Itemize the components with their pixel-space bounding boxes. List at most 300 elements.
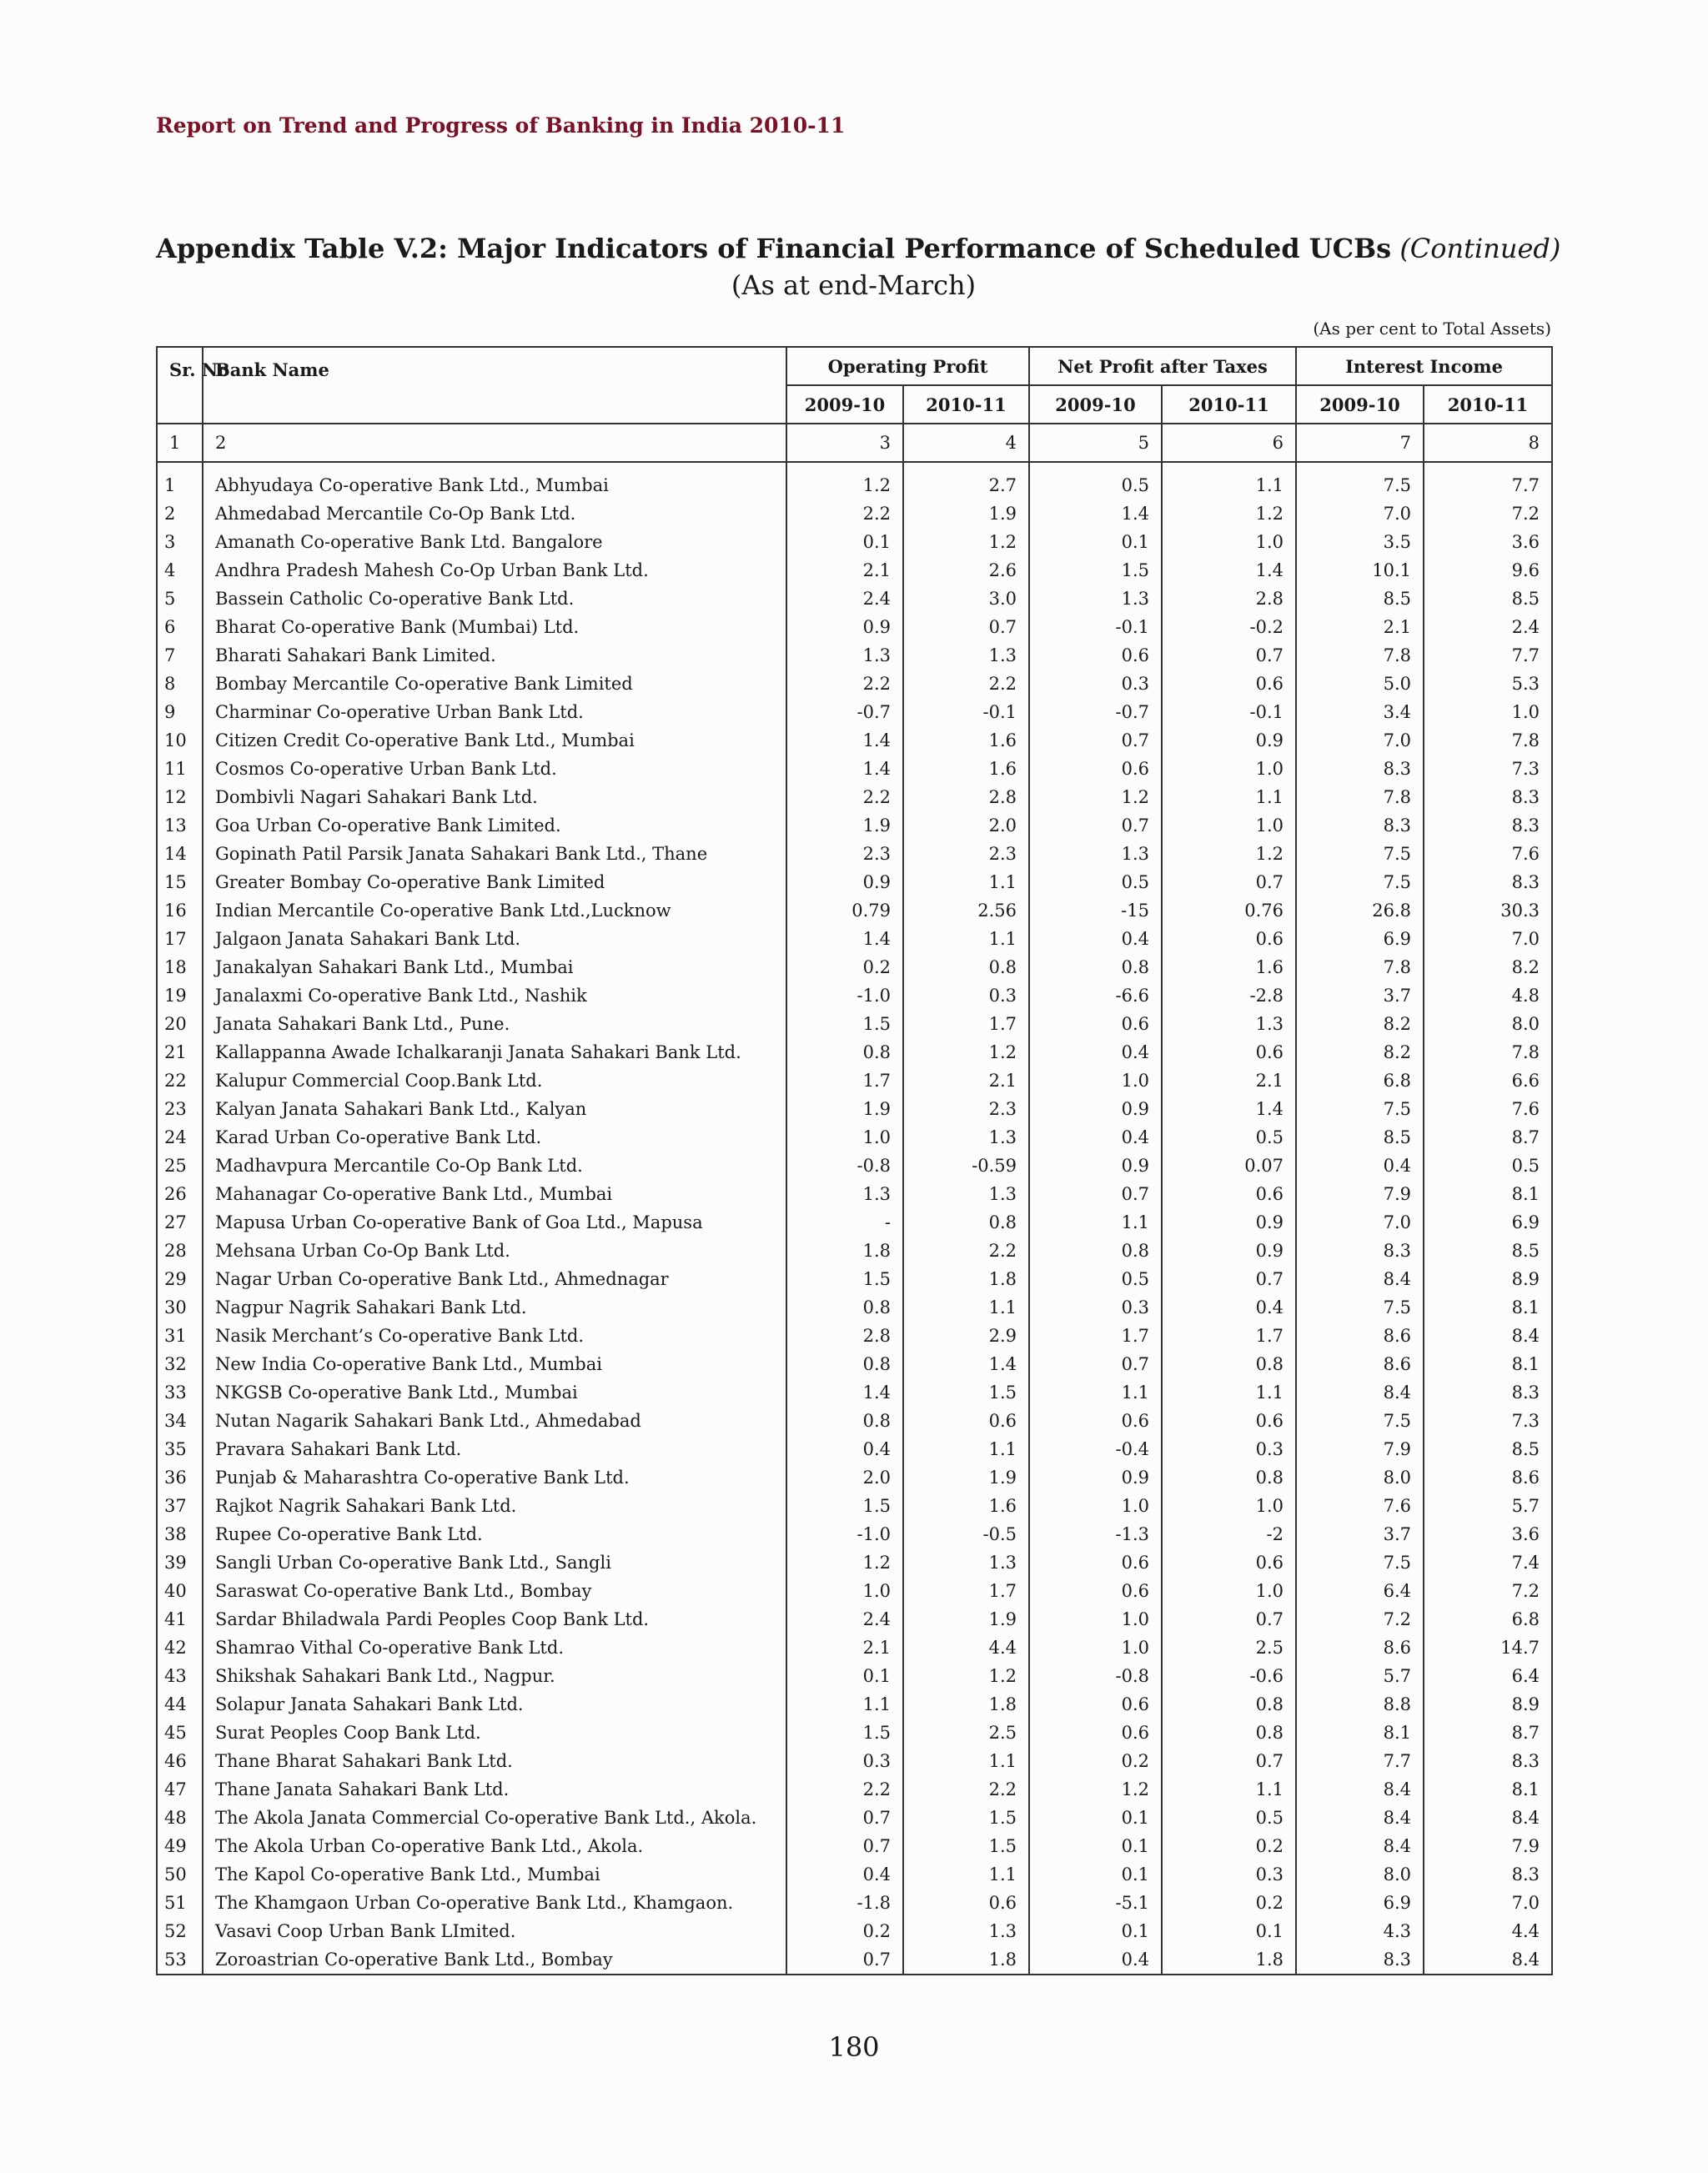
column-index: 2: [203, 424, 786, 462]
interest-income-2010-11-cell: 7.8: [1424, 1038, 1552, 1066]
table-row: [157, 1208, 1552, 1237]
op-profit-2010-11-cell: 4.4: [903, 1634, 1029, 1662]
op-profit-2009-10-cell: 0.9: [786, 868, 903, 896]
op-profit-2010-11-cell: 1.1: [903, 925, 1029, 953]
interest-income-2009-10-cell: 8.0: [1296, 1860, 1424, 1889]
interest-income-2010-11-cell: 8.6: [1424, 1463, 1552, 1492]
interest-income-2009-10-cell: 0.4: [1296, 1152, 1424, 1180]
op-profit-2009-10-cell: 0.1: [786, 1662, 903, 1690]
interest-income-2009-10-cell: 7.8: [1296, 783, 1424, 811]
net-profit-2009-10-cell: 0.7: [1029, 726, 1162, 755]
net-profit-2010-11-cell: 0.6: [1162, 1038, 1296, 1066]
bank-name-cell: Cosmos Co-operative Urban Bank Ltd.: [203, 755, 786, 783]
sr-no-cell: 51: [157, 1889, 203, 1917]
bank-name-cell: Nagpur Nagrik Sahakari Bank Ltd.: [203, 1293, 786, 1322]
bank-name-cell: Mehsana Urban Co-Op Bank Ltd.: [203, 1237, 786, 1265]
sr-no-cell: 21: [157, 1038, 203, 1066]
table-body: [157, 424, 1552, 1975]
net-profit-2009-10-cell: 0.6: [1029, 755, 1162, 783]
table-row: [157, 1038, 1552, 1066]
bank-name-cell: Sardar Bhiladwala Pardi Peoples Coop Bank Ltd.: [203, 1605, 786, 1634]
interest-income-2010-11-cell: 8.2: [1424, 953, 1552, 981]
sr-no-cell: 48: [157, 1804, 203, 1832]
bank-name-cell: Zoroastrian Co-operative Bank Ltd., Bombay: [203, 1945, 786, 1975]
op-profit-2009-10-cell: 1.5: [786, 1265, 903, 1293]
sr-no-cell: 44: [157, 1690, 203, 1719]
interest-income-2010-11-cell: 8.5: [1424, 1237, 1552, 1265]
interest-income-2009-10-cell: 8.5: [1296, 585, 1424, 613]
bank-name-cell: Rajkot Nagrik Sahakari Bank Ltd.: [203, 1492, 786, 1520]
interest-income-2009-10-cell: 7.5: [1296, 1407, 1424, 1435]
interest-income-2009-10-cell: 3.4: [1296, 698, 1424, 726]
net-profit-2010-11-cell: 1.1: [1162, 471, 1296, 499]
table-row: [157, 698, 1552, 726]
table-row: [157, 726, 1552, 755]
bank-name-cell: Gopinath Patil Parsik Janata Sahakari Bank Ltd., Thane: [203, 840, 786, 868]
table-row: [157, 840, 1552, 868]
net-profit-2010-11-cell: 0.76: [1162, 896, 1296, 925]
net-profit-2009-10-cell: 0.8: [1029, 1237, 1162, 1265]
op-profit-2009-10-cell: 0.8: [786, 1407, 903, 1435]
op-profit-2010-11-cell: 3.0: [903, 585, 1029, 613]
interest-income-2010-11-cell: 6.4: [1424, 1662, 1552, 1690]
op-profit-2010-11-cell: 0.8: [903, 1208, 1029, 1237]
bank-name-cell: Amanath Co-operative Bank Ltd. Bangalore: [203, 528, 786, 556]
interest-income-2009-10-cell: 8.3: [1296, 1945, 1424, 1975]
bank-name-cell: New India Co-operative Bank Ltd., Mumbai: [203, 1350, 786, 1378]
net-profit-2009-10-cell: -1.3: [1029, 1520, 1162, 1548]
interest-income-2010-11-cell: 8.3: [1424, 868, 1552, 896]
interest-income-2010-11-cell: 4.8: [1424, 981, 1552, 1010]
op-profit-2010-11-cell: 1.4: [903, 1350, 1029, 1378]
sr-no-cell: 46: [157, 1747, 203, 1775]
sr-no-cell: 24: [157, 1123, 203, 1152]
sr-no-cell: 10: [157, 726, 203, 755]
op-profit-2009-10-cell: 2.4: [786, 1605, 903, 1634]
net-profit-2009-10-cell: 1.1: [1029, 1208, 1162, 1237]
net-profit-2010-11-cell: 0.7: [1162, 1605, 1296, 1634]
interest-income-2010-11-cell: 8.7: [1424, 1123, 1552, 1152]
interest-income-2009-10-cell: 7.2: [1296, 1605, 1424, 1634]
sr-no-cell: 20: [157, 1010, 203, 1038]
table-row: [157, 1350, 1552, 1378]
net-profit-2010-11-cell: 0.1: [1162, 1917, 1296, 1945]
table-row: [157, 1662, 1552, 1690]
interest-income-2010-11-cell: 5.3: [1424, 670, 1552, 698]
sr-no-cell: 15: [157, 868, 203, 896]
table-row: [157, 1719, 1552, 1747]
interest-income-2009-10-cell: 6.9: [1296, 1889, 1424, 1917]
interest-income-2009-10-cell: 3.5: [1296, 528, 1424, 556]
op-profit-2009-10-cell: -0.7: [786, 698, 903, 726]
op-profit-2010-11-cell: 1.1: [903, 1860, 1029, 1889]
net-profit-2009-10-cell: 0.5: [1029, 868, 1162, 896]
sr-no-cell: 35: [157, 1435, 203, 1463]
sr-no-cell: 22: [157, 1066, 203, 1095]
net-profit-2009-10-cell: 0.9: [1029, 1152, 1162, 1180]
net-profit-2009-10-cell: -0.7: [1029, 698, 1162, 726]
op-profit-2010-11-cell: 1.5: [903, 1832, 1029, 1860]
interest-income-2009-10-cell: 6.4: [1296, 1577, 1424, 1605]
op-profit-2009-10-cell: 0.7: [786, 1832, 903, 1860]
table-row: [157, 613, 1552, 641]
op-profit-2010-11-cell: -0.5: [903, 1520, 1029, 1548]
net-profit-2009-10-cell: 0.6: [1029, 1010, 1162, 1038]
net-profit-2010-11-cell: 0.2: [1162, 1889, 1296, 1917]
interest-income-2009-10-cell: 8.4: [1296, 1265, 1424, 1293]
op-profit-2010-11-cell: 1.7: [903, 1577, 1029, 1605]
net-profit-2009-10-cell: 1.0: [1029, 1634, 1162, 1662]
net-profit-2009-10-cell: 0.1: [1029, 1917, 1162, 1945]
net-profit-2009-10-cell: 1.3: [1029, 585, 1162, 613]
table-row: [157, 1463, 1552, 1492]
interest-income-2010-11-cell: 8.3: [1424, 811, 1552, 840]
op-profit-2010-11-cell: 2.7: [903, 471, 1029, 499]
interest-income-2010-11-cell: 30.3: [1424, 896, 1552, 925]
net-profit-2009-10-cell: 0.4: [1029, 1945, 1162, 1975]
op-profit-2010-11-cell: 1.7: [903, 1010, 1029, 1038]
sr-no-cell: 9: [157, 698, 203, 726]
header-year: 2009-10: [786, 385, 903, 424]
op-profit-2009-10-cell: -1.0: [786, 981, 903, 1010]
interest-income-2010-11-cell: 7.2: [1424, 499, 1552, 528]
net-profit-2010-11-cell: 0.6: [1162, 670, 1296, 698]
interest-income-2009-10-cell: 3.7: [1296, 1520, 1424, 1548]
interest-income-2010-11-cell: 8.3: [1424, 1860, 1552, 1889]
table-row: [157, 1917, 1552, 1945]
net-profit-2009-10-cell: 0.1: [1029, 528, 1162, 556]
bank-name-cell: NKGSB Co-operative Bank Ltd., Mumbai: [203, 1378, 786, 1407]
bank-name-cell: Janalaxmi Co-operative Bank Ltd., Nashik: [203, 981, 786, 1010]
interest-income-2010-11-cell: 7.9: [1424, 1832, 1552, 1860]
net-profit-2009-10-cell: 0.5: [1029, 471, 1162, 499]
sr-no-cell: 38: [157, 1520, 203, 1548]
interest-income-2010-11-cell: 3.6: [1424, 1520, 1552, 1548]
op-profit-2009-10-cell: -1.8: [786, 1889, 903, 1917]
table-title-continued: (Continued): [1399, 233, 1561, 264]
interest-income-2009-10-cell: 5.0: [1296, 670, 1424, 698]
sr-no-cell: 40: [157, 1577, 203, 1605]
interest-income-2009-10-cell: 10.1: [1296, 556, 1424, 585]
net-profit-2009-10-cell: -5.1: [1029, 1889, 1162, 1917]
interest-income-2009-10-cell: 8.4: [1296, 1804, 1424, 1832]
table-row: [157, 1378, 1552, 1407]
interest-income-2010-11-cell: 7.8: [1424, 726, 1552, 755]
net-profit-2010-11-cell: 0.9: [1162, 726, 1296, 755]
bank-name-cell: Solapur Janata Sahakari Bank Ltd.: [203, 1690, 786, 1719]
sr-no-cell: 2: [157, 499, 203, 528]
net-profit-2009-10-cell: 1.5: [1029, 556, 1162, 585]
interest-income-2010-11-cell: 8.5: [1424, 1435, 1552, 1463]
net-profit-2010-11-cell: 1.0: [1162, 1492, 1296, 1520]
sr-no-cell: 8: [157, 670, 203, 698]
bank-name-cell: Thane Janata Sahakari Bank Ltd.: [203, 1775, 786, 1804]
interest-income-2010-11-cell: 8.1: [1424, 1180, 1552, 1208]
net-profit-2009-10-cell: 0.6: [1029, 1690, 1162, 1719]
net-profit-2010-11-cell: 0.7: [1162, 868, 1296, 896]
op-profit-2009-10-cell: 0.79: [786, 896, 903, 925]
interest-income-2010-11-cell: 6.9: [1424, 1208, 1552, 1237]
sr-no-cell: 14: [157, 840, 203, 868]
net-profit-2009-10-cell: 0.6: [1029, 1577, 1162, 1605]
net-profit-2009-10-cell: 0.7: [1029, 1350, 1162, 1378]
op-profit-2010-11-cell: -0.59: [903, 1152, 1029, 1180]
table-row: [157, 1889, 1552, 1917]
op-profit-2010-11-cell: 2.56: [903, 896, 1029, 925]
op-profit-2009-10-cell: 1.3: [786, 1180, 903, 1208]
net-profit-2010-11-cell: -2.8: [1162, 981, 1296, 1010]
bank-name-cell: Nasik Merchant’s Co-operative Bank Ltd.: [203, 1322, 786, 1350]
table-row: [157, 1605, 1552, 1634]
op-profit-2009-10-cell: 0.8: [786, 1038, 903, 1066]
bank-name-cell: Rupee Co-operative Bank Ltd.: [203, 1520, 786, 1548]
interest-income-2009-10-cell: 8.4: [1296, 1832, 1424, 1860]
op-profit-2009-10-cell: 1.5: [786, 1492, 903, 1520]
table-row: [157, 670, 1552, 698]
op-profit-2009-10-cell: 2.3: [786, 840, 903, 868]
op-profit-2009-10-cell: 1.2: [786, 1548, 903, 1577]
bank-name-cell: Bombay Mercantile Co-operative Bank Limited: [203, 670, 786, 698]
page-number: 180: [828, 2031, 880, 2063]
financial-indicators-table: [156, 346, 1553, 1975]
net-profit-2010-11-cell: 0.4: [1162, 1293, 1296, 1322]
sr-no-cell: 39: [157, 1548, 203, 1577]
sr-no-cell: 43: [157, 1662, 203, 1690]
net-profit-2009-10-cell: 0.7: [1029, 811, 1162, 840]
table-row: [157, 1520, 1552, 1548]
op-profit-2010-11-cell: 1.2: [903, 1662, 1029, 1690]
net-profit-2009-10-cell: 0.1: [1029, 1860, 1162, 1889]
net-profit-2010-11-cell: 0.7: [1162, 1265, 1296, 1293]
net-profit-2009-10-cell: 0.4: [1029, 925, 1162, 953]
op-profit-2009-10-cell: 0.9: [786, 613, 903, 641]
interest-income-2010-11-cell: 9.6: [1424, 556, 1552, 585]
interest-income-2009-10-cell: 8.3: [1296, 1237, 1424, 1265]
net-profit-2009-10-cell: 0.6: [1029, 1548, 1162, 1577]
op-profit-2009-10-cell: -1.0: [786, 1520, 903, 1548]
net-profit-2010-11-cell: 0.9: [1162, 1237, 1296, 1265]
sr-no-cell: 11: [157, 755, 203, 783]
interest-income-2010-11-cell: 8.1: [1424, 1775, 1552, 1804]
op-profit-2009-10-cell: 2.2: [786, 783, 903, 811]
column-index: 6: [1162, 424, 1296, 462]
table-row: [157, 1577, 1552, 1605]
op-profit-2010-11-cell: 2.2: [903, 670, 1029, 698]
table-row: [157, 1832, 1552, 1860]
op-profit-2010-11-cell: 1.3: [903, 1548, 1029, 1577]
op-profit-2009-10-cell: 0.4: [786, 1435, 903, 1463]
net-profit-2009-10-cell: -0.8: [1029, 1662, 1162, 1690]
net-profit-2010-11-cell: -0.1: [1162, 698, 1296, 726]
interest-income-2009-10-cell: 2.1: [1296, 613, 1424, 641]
interest-income-2010-11-cell: 5.7: [1424, 1492, 1552, 1520]
interest-income-2010-11-cell: 4.4: [1424, 1917, 1552, 1945]
net-profit-2009-10-cell: -0.1: [1029, 613, 1162, 641]
sr-no-cell: 30: [157, 1293, 203, 1322]
bank-name-cell: Shamrao Vithal Co-operative Bank Ltd.: [203, 1634, 786, 1662]
net-profit-2009-10-cell: 0.2: [1029, 1747, 1162, 1775]
sr-no-cell: 47: [157, 1775, 203, 1804]
table-row: [157, 1237, 1552, 1265]
op-profit-2009-10-cell: -: [786, 1208, 903, 1237]
sr-no-cell: 18: [157, 953, 203, 981]
interest-income-2009-10-cell: 8.1: [1296, 1719, 1424, 1747]
net-profit-2009-10-cell: 0.3: [1029, 1293, 1162, 1322]
op-profit-2010-11-cell: 2.3: [903, 1095, 1029, 1123]
interest-income-2010-11-cell: 7.0: [1424, 925, 1552, 953]
op-profit-2009-10-cell: 1.3: [786, 641, 903, 670]
net-profit-2009-10-cell: -15: [1029, 896, 1162, 925]
net-profit-2010-11-cell: 0.6: [1162, 1548, 1296, 1577]
net-profit-2009-10-cell: 1.7: [1029, 1322, 1162, 1350]
op-profit-2009-10-cell: 2.2: [786, 670, 903, 698]
op-profit-2009-10-cell: 1.9: [786, 1095, 903, 1123]
op-profit-2009-10-cell: 1.1: [786, 1690, 903, 1719]
interest-income-2010-11-cell: 7.6: [1424, 840, 1552, 868]
net-profit-2009-10-cell: 1.0: [1029, 1492, 1162, 1520]
net-profit-2010-11-cell: 1.0: [1162, 811, 1296, 840]
header-net-profit: Net Profit after Taxes: [1029, 347, 1296, 385]
op-profit-2010-11-cell: 0.7: [903, 613, 1029, 641]
interest-income-2009-10-cell: 5.7: [1296, 1662, 1424, 1690]
bank-name-cell: Sangli Urban Co-operative Bank Ltd., Sangli: [203, 1548, 786, 1577]
net-profit-2010-11-cell: 0.7: [1162, 1747, 1296, 1775]
net-profit-2010-11-cell: 0.5: [1162, 1804, 1296, 1832]
net-profit-2009-10-cell: 0.7: [1029, 1180, 1162, 1208]
net-profit-2010-11-cell: 1.0: [1162, 755, 1296, 783]
net-profit-2010-11-cell: 0.3: [1162, 1860, 1296, 1889]
op-profit-2009-10-cell: -0.8: [786, 1152, 903, 1180]
op-profit-2010-11-cell: -0.1: [903, 698, 1029, 726]
op-profit-2010-11-cell: 2.9: [903, 1322, 1029, 1350]
bank-name-cell: Vasavi Coop Urban Bank LImited.: [203, 1917, 786, 1945]
bank-name-cell: The Akola Janata Commercial Co-operative Bank Ltd., Akola.: [203, 1804, 786, 1832]
op-profit-2010-11-cell: 2.1: [903, 1066, 1029, 1095]
bank-name-cell: Abhyudaya Co-operative Bank Ltd., Mumbai: [203, 471, 786, 499]
op-profit-2010-11-cell: 1.9: [903, 499, 1029, 528]
unit-note: (As per cent to Total Assets): [1313, 319, 1551, 339]
table-row: [157, 1010, 1552, 1038]
op-profit-2010-11-cell: 1.8: [903, 1265, 1029, 1293]
op-profit-2010-11-cell: 1.8: [903, 1945, 1029, 1975]
table-title: [156, 230, 1561, 267]
net-profit-2010-11-cell: 1.0: [1162, 1577, 1296, 1605]
header-operating-profit: Operating Profit: [786, 347, 1029, 385]
interest-income-2009-10-cell: 8.0: [1296, 1463, 1424, 1492]
table-row: [157, 641, 1552, 670]
op-profit-2010-11-cell: 1.1: [903, 868, 1029, 896]
interest-income-2009-10-cell: 8.6: [1296, 1634, 1424, 1662]
interest-income-2009-10-cell: 6.9: [1296, 925, 1424, 953]
sr-no-cell: 12: [157, 783, 203, 811]
sr-no-cell: 26: [157, 1180, 203, 1208]
interest-income-2009-10-cell: 8.4: [1296, 1378, 1424, 1407]
net-profit-2010-11-cell: 2.5: [1162, 1634, 1296, 1662]
op-profit-2010-11-cell: 1.1: [903, 1435, 1029, 1463]
bank-name-cell: Punjab & Maharashtra Co-operative Bank Ltd.: [203, 1463, 786, 1492]
header-sr-no: Sr. No: [157, 347, 203, 424]
op-profit-2010-11-cell: 0.6: [903, 1889, 1029, 1917]
sr-no-cell: 27: [157, 1208, 203, 1237]
bank-name-cell: Mapusa Urban Co-operative Bank of Goa Ltd., Mapusa: [203, 1208, 786, 1237]
op-profit-2010-11-cell: 0.8: [903, 953, 1029, 981]
column-index: 3: [786, 424, 903, 462]
op-profit-2010-11-cell: 1.9: [903, 1463, 1029, 1492]
op-profit-2009-10-cell: 0.7: [786, 1945, 903, 1975]
op-profit-2010-11-cell: 1.1: [903, 1293, 1029, 1322]
interest-income-2009-10-cell: 7.0: [1296, 1208, 1424, 1237]
net-profit-2009-10-cell: 0.5: [1029, 1265, 1162, 1293]
running-header: Report on Trend and Progress of Banking in India 2010-11: [156, 113, 846, 138]
sr-no-cell: 49: [157, 1832, 203, 1860]
net-profit-2010-11-cell: 1.1: [1162, 1378, 1296, 1407]
net-profit-2010-11-cell: 0.8: [1162, 1463, 1296, 1492]
net-profit-2010-11-cell: 1.1: [1162, 783, 1296, 811]
column-index: 4: [903, 424, 1029, 462]
bank-name-cell: Bharati Sahakari Bank Limited.: [203, 641, 786, 670]
interest-income-2010-11-cell: 3.6: [1424, 528, 1552, 556]
sr-no-cell: 19: [157, 981, 203, 1010]
bank-name-cell: Bassein Catholic Co-operative Bank Ltd.: [203, 585, 786, 613]
interest-income-2010-11-cell: 7.4: [1424, 1548, 1552, 1577]
op-profit-2009-10-cell: 0.3: [786, 1747, 903, 1775]
net-profit-2010-11-cell: 1.1: [1162, 1775, 1296, 1804]
table-row: [157, 1634, 1552, 1662]
table-row: [157, 1747, 1552, 1775]
table-row: [157, 1180, 1552, 1208]
op-profit-2010-11-cell: 2.8: [903, 783, 1029, 811]
interest-income-2010-11-cell: 8.5: [1424, 585, 1552, 613]
sr-no-cell: 45: [157, 1719, 203, 1747]
header-interest-income: Interest Income: [1296, 347, 1552, 385]
table-row: [157, 1435, 1552, 1463]
bank-name-cell: The Khamgaon Urban Co-operative Bank Ltd., Khamgaon.: [203, 1889, 786, 1917]
op-profit-2009-10-cell: 1.5: [786, 1010, 903, 1038]
interest-income-2009-10-cell: 7.0: [1296, 499, 1424, 528]
net-profit-2010-11-cell: 0.6: [1162, 1180, 1296, 1208]
bank-name-cell: Pravara Sahakari Bank Ltd.: [203, 1435, 786, 1463]
net-profit-2010-11-cell: 1.6: [1162, 953, 1296, 981]
net-profit-2009-10-cell: 1.4: [1029, 499, 1162, 528]
op-profit-2009-10-cell: 0.4: [786, 1860, 903, 1889]
interest-income-2010-11-cell: 7.2: [1424, 1577, 1552, 1605]
net-profit-2010-11-cell: 1.8: [1162, 1945, 1296, 1975]
interest-income-2009-10-cell: 7.7: [1296, 1747, 1424, 1775]
interest-income-2010-11-cell: 7.3: [1424, 755, 1552, 783]
op-profit-2010-11-cell: 1.3: [903, 1123, 1029, 1152]
interest-income-2009-10-cell: 26.8: [1296, 896, 1424, 925]
op-profit-2010-11-cell: 2.3: [903, 840, 1029, 868]
interest-income-2009-10-cell: 7.9: [1296, 1435, 1424, 1463]
table-row: [157, 1123, 1552, 1152]
interest-income-2010-11-cell: 8.1: [1424, 1293, 1552, 1322]
op-profit-2010-11-cell: 2.5: [903, 1719, 1029, 1747]
interest-income-2009-10-cell: 7.6: [1296, 1492, 1424, 1520]
interest-income-2009-10-cell: 8.4: [1296, 1775, 1424, 1804]
table-row: [157, 783, 1552, 811]
header-bank-name: Bank Name: [203, 347, 786, 424]
net-profit-2009-10-cell: 1.2: [1029, 783, 1162, 811]
sr-no-cell: 25: [157, 1152, 203, 1180]
interest-income-2010-11-cell: 7.7: [1424, 471, 1552, 499]
bank-name-cell: Janata Sahakari Bank Ltd., Pune.: [203, 1010, 786, 1038]
op-profit-2010-11-cell: 2.0: [903, 811, 1029, 840]
sr-no-cell: 53: [157, 1945, 203, 1975]
header-year: 2010-11: [903, 385, 1029, 424]
interest-income-2009-10-cell: 6.8: [1296, 1066, 1424, 1095]
interest-income-2009-10-cell: 8.3: [1296, 811, 1424, 840]
bank-name-cell: Dombivli Nagari Sahakari Bank Ltd.: [203, 783, 786, 811]
